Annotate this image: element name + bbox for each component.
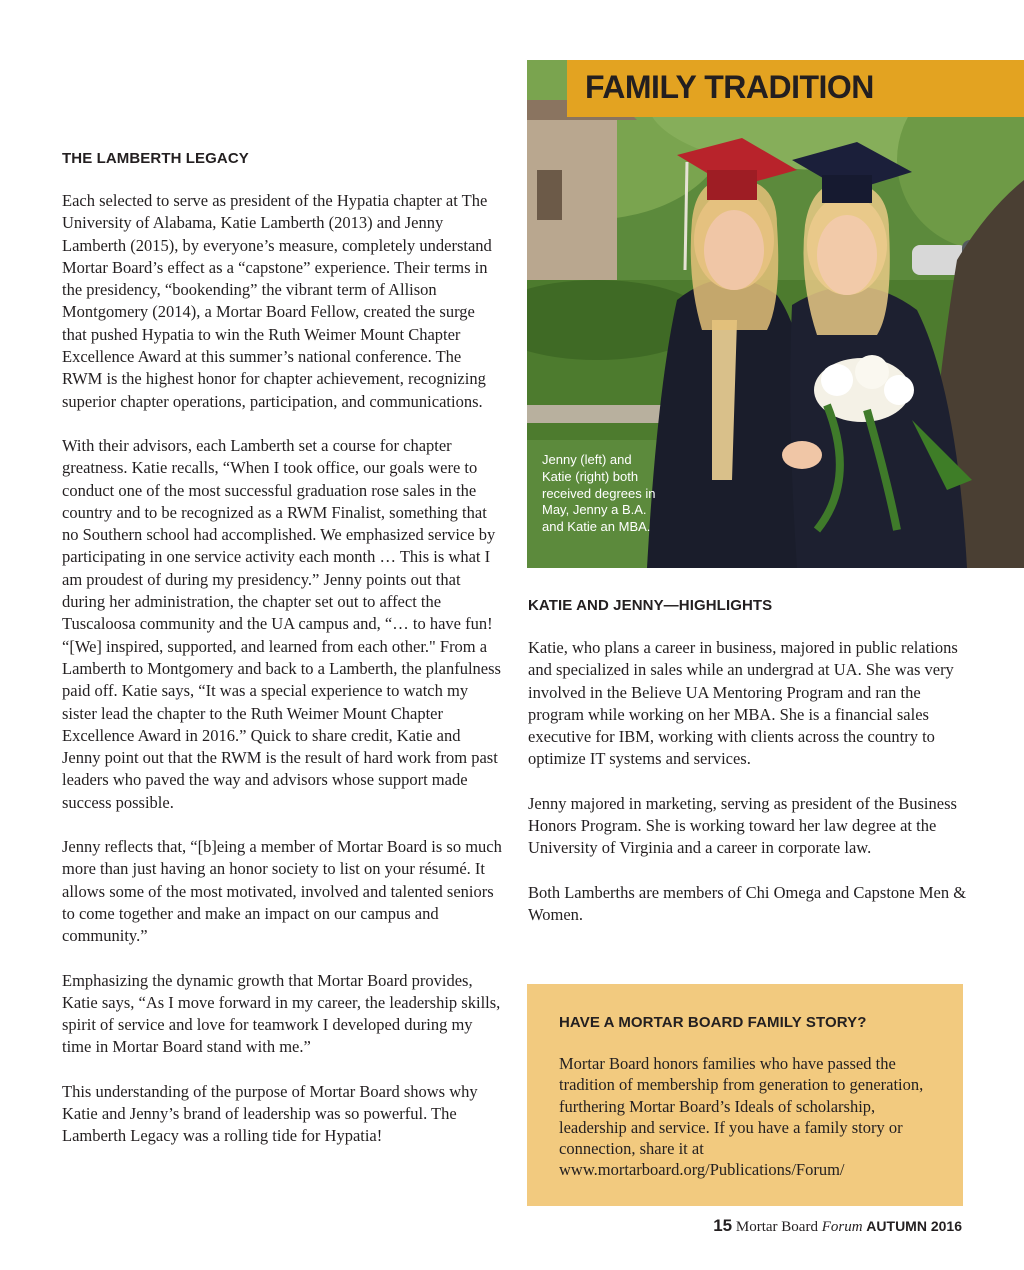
article-paragraph-5: This understanding of the purpose of Mortar Board shows why Katie and Jenny’s brand of leadership was so powerful. The Lamberth Legacy was a rolling tide for Hypatia! — [62, 1081, 478, 1146]
issue-label: AUTUMN 2016 — [866, 1218, 962, 1234]
lamberth-legacy-article — [62, 150, 502, 1170]
photo-caption: Jenny (left) and Katie (right) both received degrees in May, Jenny a B.A. and Katie an MBA. — [542, 452, 656, 535]
publication-name: Mortar Board — [735, 1219, 818, 1235]
banner-title: FAMILY TRADITION — [585, 69, 874, 105]
story-heading: HAVE A MORTAR BOARD FAMILY STORY? — [559, 1014, 867, 1031]
family-story-callout — [527, 984, 963, 1206]
page-footer — [713, 1216, 962, 1236]
article-paragraph-3: Jenny reflects that, “[b]eing a member of Mortar Board is so much more than just having an honor society to list on your résumé. It allows some of the most motivated, involved and talented seniors to come together and make an impact on our campus and community.” — [62, 837, 502, 946]
article-paragraph-4: Emphasizing the dynamic growth that Mortar Board provides, Katie says, “As I move forward in my career, the leadership skills, spirit of service and love for teamwork I developed during my time in Mortar Board stand with me.” — [62, 970, 501, 1057]
story-body: Mortar Board honors families who have passed the tradition of membership from generation to generation, furthering Mortar Board’s Ideals of scholarship, leadership and service. If you have a family story or connection, share it at www.mortarboard.org/Publications/Forum/ — [559, 1054, 924, 1180]
page-number: 15 — [713, 1216, 733, 1235]
article-heading: THE LAMBERTH LEGACY — [62, 150, 249, 167]
publication-forum: Forum — [821, 1219, 863, 1235]
highlights-paragraph-3: Both Lamberths are members of Chi Omega and Capstone Men & Women. — [528, 882, 967, 924]
article-paragraph-1: Each selected to serve as president of the Hypatia chapter at The University of Alabama, Katie Lamberth (2013) and Jenny Lamberth (2015), by everyone’s measure, completely understand Mortar Board’s effect as a “capstone” experience. Their terms in the presidency, “bookending” the vibrant term of Allison Montgomery (2014), a Mortar Board Fellow, created the surge that pushed Hypatia to win the Ruth Weimer Mount Chapter Excellence Award at this summer’s national conference. The RWM is the highest honor for chapter achievement, recognizing superior chapter operations, participation, and communications. — [62, 191, 492, 411]
family-tradition-banner — [567, 60, 1024, 117]
highlights-paragraph-1: Katie, who plans a career in business, majored in public relations and specialized in sales while an undergrad at UA. She was very involved in the Believe UA Mentoring Program and ran the program while working on her MBA. She is a financial sales executive for IBM, working with clients across the country to optimize IT systems and services. — [528, 638, 958, 769]
highlights-heading: KATIE AND JENNY—HIGHLIGHTS — [528, 597, 773, 614]
article-paragraph-2: With their advisors, each Lamberth set a course for chapter greatness. Katie recalls, “When I took office, our goals were to conduct one of the most successful graduation rose sales in the country and to be recognized as a RWM Finalist, something that no Southern school had accomplished. We emphasized service by participating in one service activity each month … This is what I am proudest of during my presidency.” Jenny points out that during her administration, the chapter set out to affect the Tuscaloosa community and the UA campus and, “… to have fun! “[We] inspired, supported, and learned from each other." From a Lamberth to Montgomery and back to a Lamberth, the planfulness paid off. Katie says, “It was a special experience to watch my sister lead the chapter to the Ruth Weimer Mount Chapter Excellence Award in 2016.” Quick to share credit, Katie and Jenny point out that the RWM is the result of hard work from past leaders who paved the way and advisors whose support made success possible. — [62, 435, 501, 812]
highlights-section — [528, 597, 968, 948]
highlights-paragraph-2: Jenny majored in marketing, serving as president of the Business Honors Program. She is working toward her law degree at the University of Virginia and a career in corporate law. — [528, 793, 957, 858]
